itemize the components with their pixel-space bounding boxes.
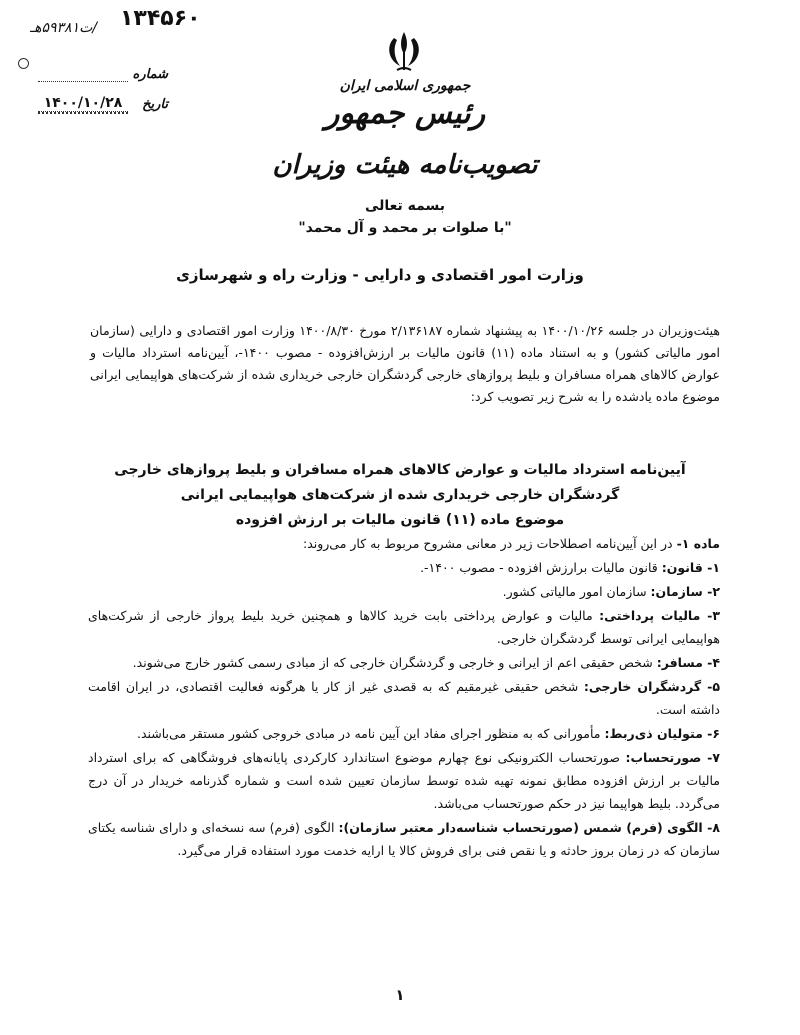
- article-head: ۷- صورتحساب:: [625, 750, 721, 765]
- article-head: ۲- سازمان:: [650, 584, 720, 599]
- article-item: [88, 604, 720, 650]
- republic-title: جمهوری اسلامی ایران: [339, 78, 471, 94]
- dotted-line: [38, 112, 128, 114]
- article-head: ۵- گردشگران خارجی:: [583, 679, 720, 694]
- article-text: مأمورانی که به منظور اجرای مفاد این آیین نامه در مبادی خروجی کشور مستقر می‌باشند.: [136, 726, 605, 741]
- article-text: الگوی (فرم) سه نسخه‌ای و دارای شناسه یکتای سازمان که در زمان بروز حادثه و یا نقص فنی برای فروش کالا یا ارایه خدمت مورد استفاده قرار می‌گیرد.: [88, 820, 720, 858]
- article-text: مالیات و عوارض پرداختی بابت خرید کالاها و همچنین خرید بلیط پرواز خارجی از شرکت‌های هواپیمایی ایرانی توسط گردشگران خارجی.: [88, 608, 720, 646]
- regulation-title-line1: آیین‌نامه استرداد مالیات و عوارض کالاهای همراه مسافران و بلیط پروازهای خارجی: [114, 462, 686, 478]
- meta-block: [38, 60, 168, 112]
- article-head: ۶- متولیان ذی‌ربط:: [604, 726, 720, 741]
- articles-list: [88, 532, 720, 863]
- number-label: شماره: [132, 67, 168, 82]
- salawat-line: "با صلوات بر محمد و آل محمد": [298, 220, 512, 236]
- regulation-title-line3: موضوع ماده (۱۱) قانون مالیات بر ارزش افزوده: [235, 512, 565, 528]
- article-text: سازمان امور مالیاتی کشور.: [502, 584, 651, 599]
- approval-title: تصویب‌نامه هیئت وزیران: [272, 150, 538, 180]
- article-item: [88, 580, 720, 603]
- president-title: رئیس جمهور: [324, 96, 486, 131]
- article-item: [88, 556, 720, 579]
- article-text: شخص حقیقی اعم از ایرانی و خارجی و گردشگران خارجی که از مبادی رسمی کشور خارج می‌شوند.: [132, 655, 657, 670]
- number-line: [38, 65, 128, 82]
- article-head: ۳- مالیات پرداختی:: [599, 608, 720, 623]
- page-number: ۱: [395, 986, 405, 1004]
- article-item: [88, 722, 720, 745]
- article-text: قانون مالیات برارزش افزوده - مصوب ۱۴۰۰-.: [420, 560, 662, 575]
- article-item: [88, 651, 720, 674]
- bism-line: بسمه تعالی: [364, 198, 446, 214]
- date-row: [38, 90, 168, 112]
- intro-paragraph: [90, 320, 720, 408]
- regulation-title: [100, 458, 700, 533]
- ministries-line: وزارت امور اقتصادی و دارایی - وزارت راه و شهرسازی: [176, 266, 584, 284]
- article-item: [88, 675, 720, 721]
- article-text: شخص حقیقی غیرمقیم که به قصدی غیر از کار یا هرگونه فعالیت اقتصادی، در ایران اقامت داشته است.: [88, 679, 720, 717]
- article-text: در این آیین‌نامه اصطلاحات زیر در معانی مشروح مربوط به کار می‌روند:: [302, 536, 677, 551]
- date-label: تاریخ: [142, 97, 168, 112]
- intro-text: هیئت‌وزیران در جلسه ۱۴۰۰/۱۰/۲۶ به پیشنهاد شماره ۲/۱۳۶۱۸۷ مورخ ۱۴۰۰/۸/۳۰ وزارت امور اقتصادی و دارایی (سازمان امور مالیاتی کشور) و به استناد ماده (۱۱) قانون مالیات بر ارزش‌افزوده - مصوب ۱۴۰۰-، آیین‌نامه استرداد مالیات و عوارض کالاهای همراه مسافران و بلیط پروازهای خارجی گردشگران خارجی خریداری شده از شرکت‌های هواپیمایی ایرانی موضوع ماده یادشده را به شرح زیر تصویب کرد:: [90, 323, 721, 404]
- number-row: [38, 60, 168, 82]
- article-head: ماده ۱-: [676, 536, 720, 551]
- iran-emblem-icon: [380, 28, 428, 76]
- article-head: ۱- قانون:: [661, 560, 720, 575]
- article-item: [88, 746, 720, 815]
- article-item: [88, 532, 720, 555]
- date-value: ۱۴۰۰/۱۰/۲۸: [38, 95, 128, 112]
- article-text: صورتحساب الکترونیکی نوع چهارم موضوع استاندارد کارکردی پایانه‌های فروشگاهی که برای استرداد مالیات بر ارزش افزوده مطابق نمونه تهیه شده توسط سازمان تعیین شده است و شماره گذرنامه خریدار در آن درج می‌گردد. بلیط هواپیما نیز در حکم صورتحساب می‌باشد.: [88, 750, 720, 811]
- stamp-number: ۱۳۴۵۶۰: [120, 6, 201, 31]
- article-head: ۴- مسافر:: [656, 655, 720, 670]
- ref-code: /ت۵۹۳۸۱هـ: [30, 20, 97, 36]
- regulation-title-line2: گردشگران خارجی خریداری شده از شرکت‌های هواپیمایی ایرانی: [180, 487, 620, 503]
- article-head: ۸- الگوی (فرم) شمس (صورتحساب شناسه‌دار معتبر سازمان):: [338, 820, 720, 835]
- article-item: [88, 816, 720, 862]
- hole-punch: [18, 58, 29, 69]
